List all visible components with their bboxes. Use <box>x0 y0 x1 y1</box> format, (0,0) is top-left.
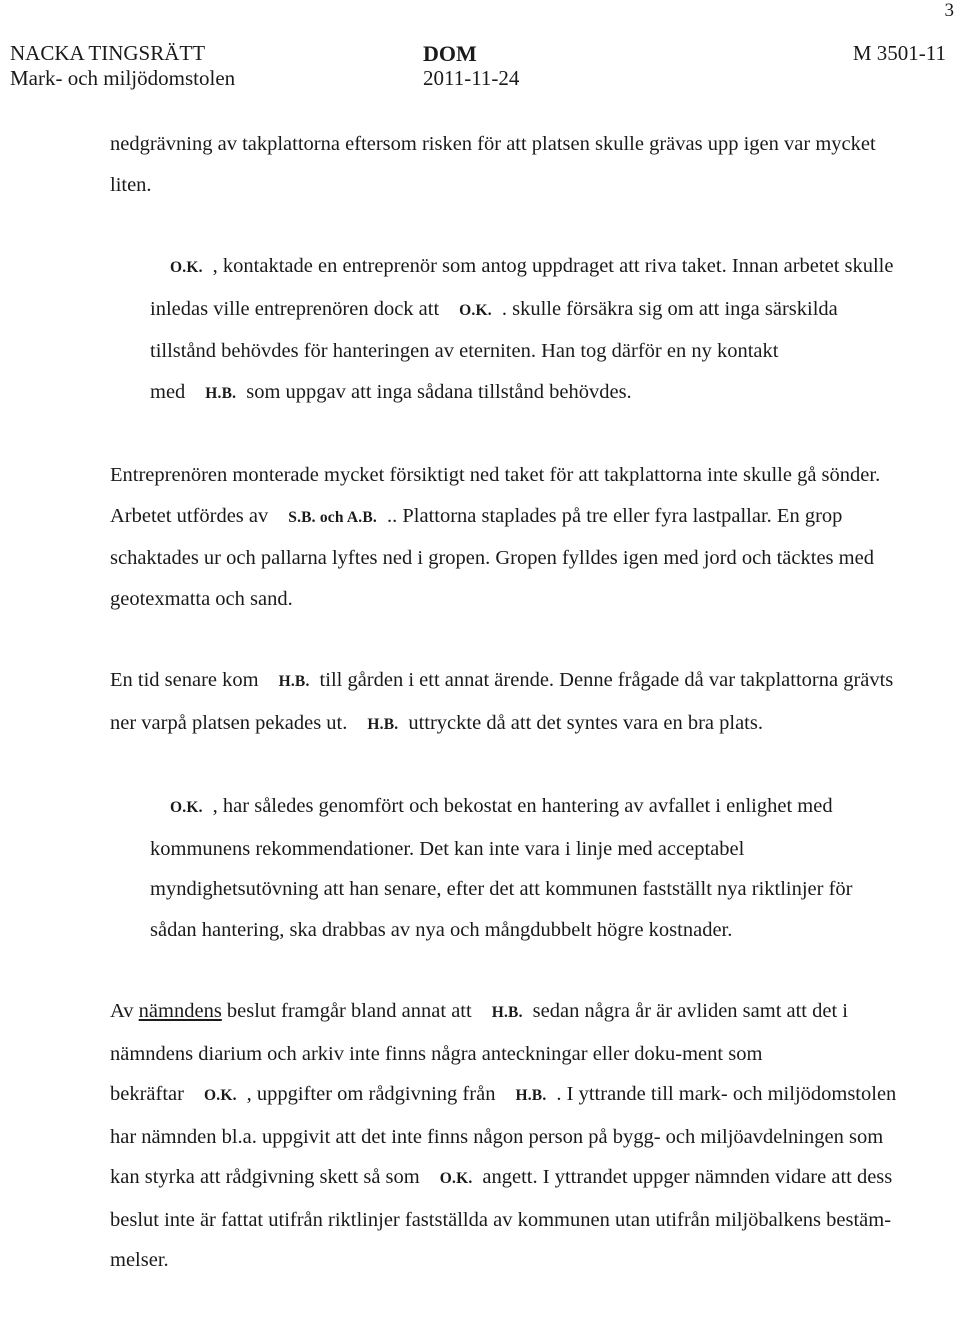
court-division: Mark- och miljödomstolen <box>10 66 236 90</box>
anonymized-name: O.K. <box>439 1170 473 1187</box>
paragraph-text: beslut framgår bland annat att <box>226 1000 472 1022</box>
anonymized-name: H.B. <box>205 384 237 402</box>
paragraph-text: .. Plattorna staplades på tre eller fyra lastpallar. En grop schaktades ur och pallarna lyftes ned i gropen. Gropen fylldes igen med jord och täcktes med geotexmatta och sand. <box>110 504 874 610</box>
paragraph-text: sedan några år är avliden samt att det i nämndens diarium och arkiv inte finns några anteckningar eller doku-ment som bekräftar <box>110 1000 848 1105</box>
anonymized-name: H.B. <box>491 1004 523 1021</box>
header-court-block <box>10 41 235 91</box>
case-number: M 3501-11 <box>852 41 946 65</box>
paragraph-6 <box>110 991 900 1281</box>
anonymized-name: H.B. <box>278 673 310 690</box>
paragraph-text: , uppgifter om rådgivning från <box>246 1083 496 1105</box>
paragraph-3 <box>110 455 900 619</box>
paragraph-text: , har således genomfört och bekostat en hantering av avfallet i enlighet med kommunens rekommendationer. Det kan inte vara i linje med acceptabel myndighetsutövning att han senare, efter det att kommunen fastställt nya riktlinjer för sådan hantering, ska drabbas av nya och mångdubbelt högre kostnader. <box>150 795 853 941</box>
anonymized-name: O.K. <box>203 1087 237 1104</box>
anonymized-name: H.B. <box>515 1087 547 1104</box>
paragraph-text: . I yttrande till mark- och miljödomstolen har nämnden bl.a. uppgivit att det inte finns någon person på bygg- och miljöavdelningen som kan styrka att rådgivning skett så som <box>110 1083 897 1188</box>
document-type: DOM <box>423 41 477 66</box>
document-date: 2011-11-24 <box>423 66 520 90</box>
paragraph-text: Av <box>110 1000 134 1022</box>
underlined-word: nämndens <box>138 1000 222 1022</box>
page-number: 3 <box>944 0 954 21</box>
anonymized-name: H.B. <box>367 715 399 733</box>
paragraph-text: Entreprenören monterade mycket försiktigt ned taket för att takplattorna inte skulle gå sönder. Arbetet utfördes av <box>110 464 881 527</box>
paragraph-4 <box>110 660 900 745</box>
document-body <box>110 124 900 1322</box>
anonymized-name: O.K. <box>170 799 203 816</box>
paragraph-text: uttryckte då att det syntes vara en bra plats. <box>408 711 763 734</box>
paragraph-text: En tid senare kom <box>110 669 259 691</box>
paragraph-text: angett. I yttrandet uppger nämnden vidare att dess beslut inte är fattat utifrån riktlinjer fastställda av kommunen utan utifrån miljöbalkens bestäm-melser. <box>110 1166 893 1271</box>
anonymized-name: S.B. och A.B. <box>288 508 377 526</box>
paragraph-2 <box>110 246 900 414</box>
paragraph-1 <box>110 124 900 205</box>
anonymized-name: O.K. <box>459 301 492 319</box>
paragraph-5 <box>110 786 900 950</box>
paragraph-text: , kontaktade en entreprenör som antog uppdraget att riva taket. Innan arbetet skulle inledas ville entreprenören dock att <box>150 255 894 320</box>
paragraph-text: till gården i ett annat ärende. Denne frågade då var takplattorna grävts ner varpå platsen pekades ut. <box>110 669 894 734</box>
paragraph-text: nedgrävning av takplattorna eftersom risken för att platsen skulle grävas upp igen var mycket liten. <box>110 133 876 196</box>
paragraph-text: . skulle försäkra sig om att inga särskilda tillstånd behövdes för hanteringen av eterniten. Han tog därför en ny kontakt med <box>150 297 838 403</box>
court-name: NACKA TINGSRÄTT <box>10 41 206 65</box>
paragraph-text: som uppgav att inga sådana tillstånd behövdes. <box>246 380 632 403</box>
anonymized-name: O.K. <box>170 259 203 276</box>
header-doc-block <box>423 41 519 91</box>
